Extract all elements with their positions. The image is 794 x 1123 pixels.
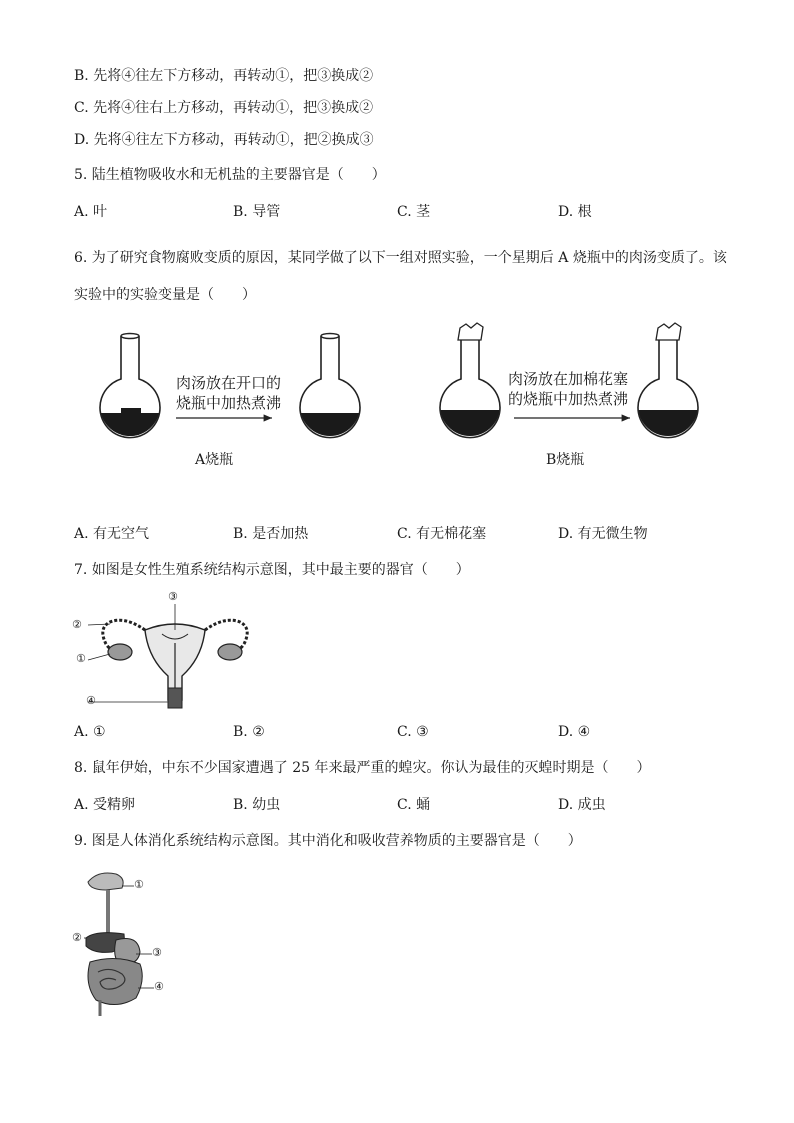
flask-b-caption: B烧瓶 [546,452,585,468]
digestive-system-diagram [76,868,176,1020]
q7-label-4: ④ [86,694,96,707]
q6-option-c: C. 有无棉花塞 [397,526,487,542]
q7-option-c: C. ③ [397,724,429,740]
q4-option-b: B. 先将④往左下方移动，再转动①，把③换成② [74,68,374,84]
q4-option-c: C. 先将④往右上方移动，再转动①，把③换成② [74,100,374,116]
flask-a-text-line1: 肉汤放在开口的 [176,374,282,392]
q9-label-3: ③ [152,946,162,959]
left-ovary [108,644,132,660]
cotton-plug-icon [656,323,681,340]
q6-stem-line2: 实验中的实验变量是（ ） [74,287,256,303]
q5-option-d: D. 根 [558,204,592,220]
q7-label-2: ② [72,618,82,631]
q9-stem: 9. 图是人体消化系统结构示意图。其中消化和吸收营养物质的主要器官是（ ） [74,833,582,849]
q7-option-b: B. ② [233,724,265,740]
flask-b-text-line2: 的烧瓶中加热煮沸 [508,390,629,408]
flask-b-before [430,323,510,440]
q4-option-d: D. 先将④往左下方移动，再转动①，把②换成③ [74,132,374,148]
flask-a-caption: A烧瓶 [195,452,234,468]
q7-option-a: A. ① [74,724,106,740]
q9-label-2: ② [72,931,82,944]
flask-b-text-line1: 肉汤放在加棉花塞 [508,370,629,388]
q6-option-a: A. 有无空气 [74,526,150,542]
q6-option-b: B. 是否加热 [233,526,309,542]
female-reproductive-diagram [70,588,260,716]
q5-option-c: C. 茎 [397,204,431,220]
q8-option-d: D. 成虫 [558,797,606,813]
q7-label-1: ① [76,652,86,665]
flask-a-before [100,334,160,444]
flask-a-text-line2: 烧瓶中加热煮沸 [176,394,282,412]
q7-label-3: ③ [168,590,178,603]
q9-label-4: ④ [154,980,164,993]
right-ovary [218,644,242,660]
q8-option-c: C. 蛹 [397,797,431,813]
q8-stem: 8. 鼠年伊始，中东不少国家遭遇了 25 年来最严重的蝗灾。你认为最佳的灭蝗时期是（ ） [74,760,651,776]
cotton-plug-icon [458,323,483,340]
flask-a-after [290,334,370,444]
q6-stem-line1: 6. 为了研究食物腐败变质的原因，某同学做了以下一组对照实验，一个星期后 A 烧瓶中的肉汤变质了。该 [74,250,727,266]
q5-stem: 5. 陆生植物吸收水和无机盐的主要器官是（ ） [74,167,386,183]
q8-option-b: B. 幼虫 [233,797,281,813]
q5-option-a: A. 叶 [74,204,108,220]
q9-label-1: ① [134,878,144,891]
q7-stem: 7. 如图是女性生殖系统结构示意图，其中最主要的器官（ ） [74,562,470,578]
flask-b-after [628,323,708,440]
q6-option-d: D. 有无微生物 [558,526,648,542]
q8-option-a: A. 受精卵 [74,797,136,813]
q5-option-b: B. 导管 [233,204,281,220]
q7-option-d: D. ④ [558,724,591,740]
